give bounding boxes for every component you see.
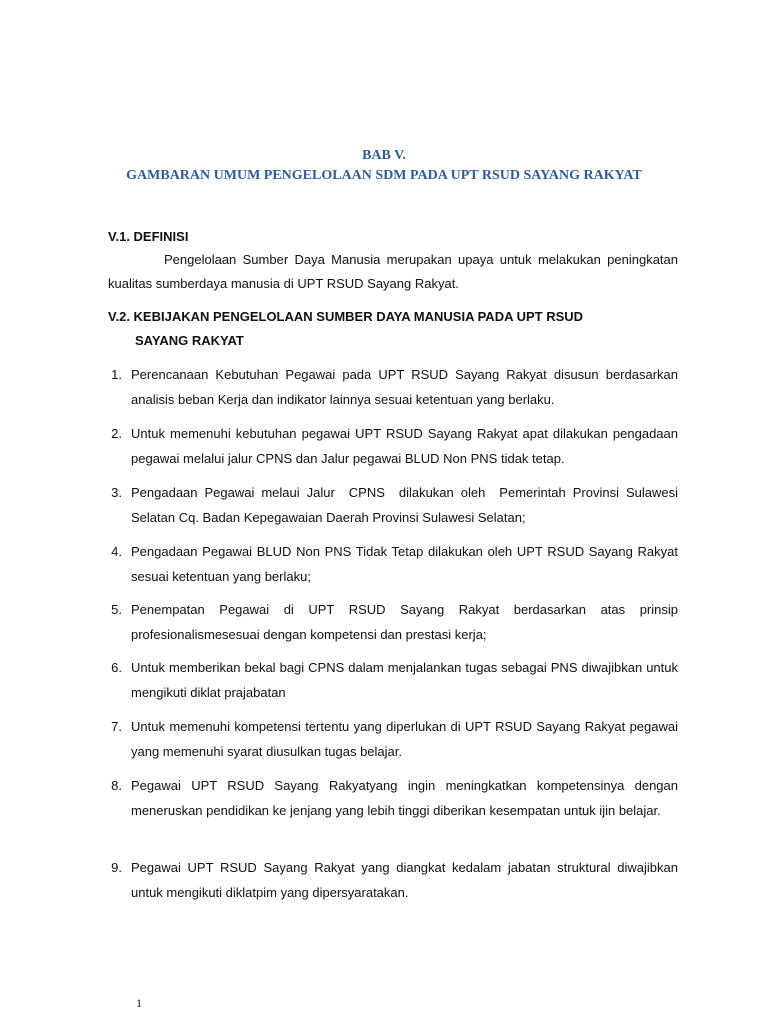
list-item-text: Pengadaan Pegawai BLUD Non PNS Tidak Tetap dilakukan oleh UPT RSUD Sayang Rakyat sesuai ketentuan yang berlaku;: [131, 544, 678, 584]
list-item: [100, 774, 678, 823]
section-heading-kebijakan: [108, 305, 583, 353]
page-number: 1: [136, 996, 142, 1010]
section-heading-line-2: SAYANG RAKYAT: [135, 333, 244, 348]
list-item: [100, 481, 682, 530]
list-item-text: Untuk memenuhi kompetensi tertentu yang diperlukan di UPT RSUD Sayang Rakyat pegawai yang memenuhi syarat diusulkan tugas belajar.: [131, 719, 678, 759]
list-item-number: 2.: [111, 426, 122, 441]
chapter-title: GAMBARAN UMUM PENGELOLAAN SDM PADA UPT RSUD SAYANG RAKYAT: [126, 168, 642, 183]
list-item: [100, 715, 678, 764]
definition-paragraph: Pengelolaan Sumber Daya Manusia merupakan upaya untuk melakukan peningkatan kualitas sumberdaya manusia di UPT RSUD Sayang Rakyat.: [108, 252, 678, 291]
list-item-text: Untuk memberikan bekal bagi CPNS dalam menjalankan tugas sebagai PNS diwajibkan untuk mengikuti diklat prajabatan: [131, 660, 678, 700]
list-item-number: 6.: [111, 660, 122, 675]
list-item: [100, 540, 678, 589]
list-item-text: Perencanaan Kebutuhan Pegawai pada UPT RSUD Sayang Rakyat disusun berdasarkan analisis beban Kerja dan indikator lainnya sesuai ketentuan yang berlaku.: [131, 367, 678, 407]
chapter-number: BAB V.: [362, 148, 406, 163]
section-heading-line-1: V.2. KEBIJAKAN PENGELOLAAN SUMBER DAYA MANUSIA PADA UPT RSUD: [108, 309, 584, 324]
list-item: [100, 598, 678, 647]
list-item: [100, 363, 678, 412]
list-item: [100, 656, 678, 705]
list-item-number: 4.: [111, 544, 122, 559]
list-item-number: 1.: [111, 367, 122, 382]
list-item: [100, 422, 678, 471]
list-item-text: Pengadaan Pegawai melaui Jalur CPNS dilakukan oleh Pemerintah Provinsi Sulawesi Selatan Cq. Badan Kepegawaian Daerah Provinsi Sulawesi Selatan;: [131, 485, 682, 525]
list-item-number: 3.: [111, 485, 122, 500]
list-item-number: 9.: [111, 860, 122, 875]
list-item-number: 8.: [111, 778, 122, 793]
list-item-number: 5.: [111, 602, 122, 617]
section-heading-definisi: V.1. DEFINISI: [108, 229, 189, 244]
list-item-number: 7.: [111, 719, 122, 734]
list-item-text: Untuk memenuhi kebutuhan pegawai UPT RSUD Sayang Rakyat apat dilakukan pengadaan pegawai melalui jalur CPNS dan Jalur pegawai BLUD Non PNS tidak tetap.: [131, 426, 678, 466]
list-item-text: Pegawai UPT RSUD Sayang Rakyatyang ingin meningkatkan kompetensinya dengan meneruskan pendidikan ke jenjang yang lebih tinggi diberikan kesempatan untuk ijin belajar.: [131, 778, 678, 818]
list-item-text: Penempatan Pegawai di UPT RSUD Sayang Rakyat berdasarkan atas prinsip profesionalismesesuai dengan kompetensi dan prestasi kerja;: [131, 602, 678, 642]
list-item-text: Pegawai UPT RSUD Sayang Rakyat yang diangkat kedalam jabatan struktural diwajibkan untuk mengikuti diklatpim yang dipersyaratakan.: [131, 860, 678, 900]
list-item: [100, 856, 678, 905]
